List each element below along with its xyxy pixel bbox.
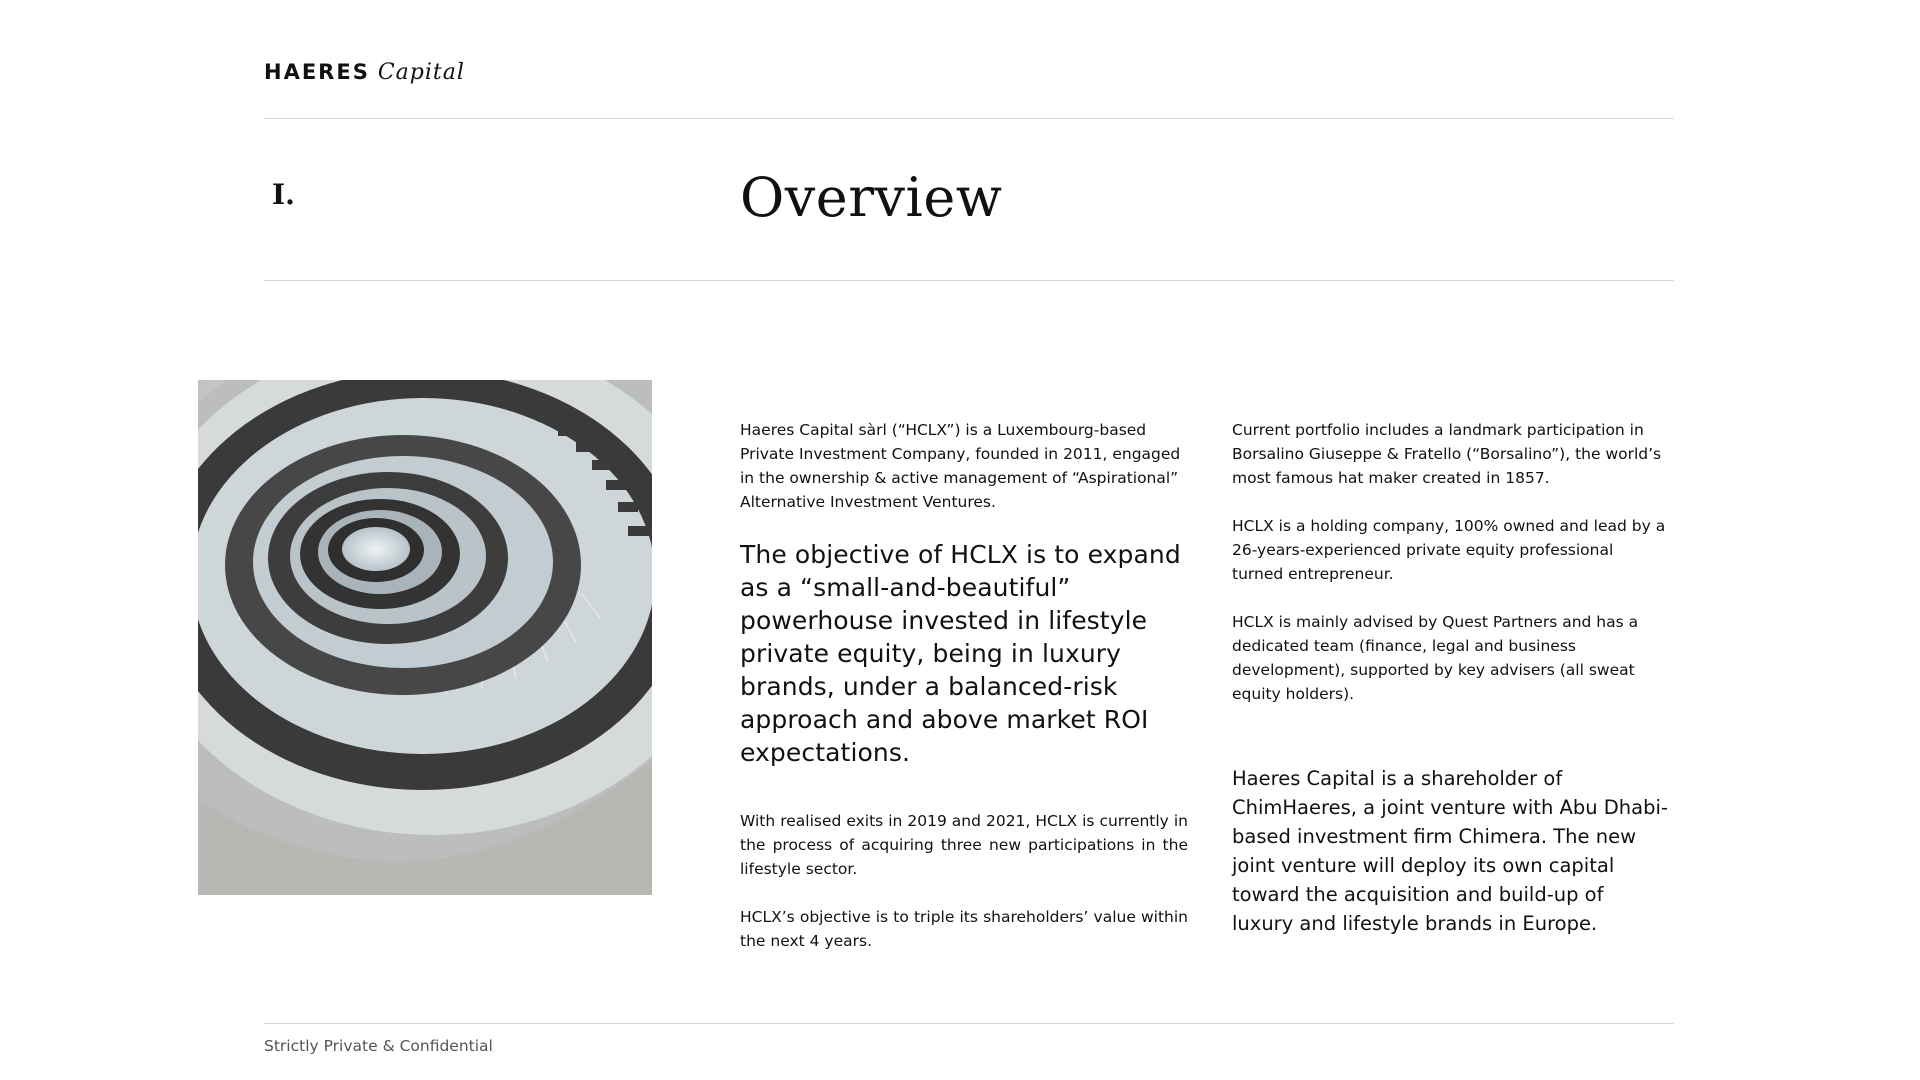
logo-wordmark: HAERES — [264, 60, 370, 84]
exits-paragraph: With realised exits in 2019 and 2021, HCLX is currently in the process of acquiring three new participations in the lifestyle sector. — [740, 812, 1188, 878]
portfolio-paragraph: Current portfolio includes a landmark participation in Borsalino Giuseppe & Fratello (“Borsalino”), the world’s most famous hat maker created in 1857. — [1232, 421, 1662, 487]
page-title: Overview — [740, 166, 1003, 229]
title-divider — [264, 280, 1674, 281]
left-text-column — [740, 418, 1188, 953]
section-number: I. — [272, 178, 295, 211]
confidential-notice: Strictly Private & Confidential — [264, 1037, 493, 1055]
company-logo — [264, 60, 465, 92]
triple-value-paragraph: HCLX’s objective is to triple its shareholders’ value within the next 4 years. — [740, 908, 1188, 950]
header-divider — [264, 118, 1674, 119]
advised-paragraph: HCLX is mainly advised by Quest Partners and has a dedicated team (finance, legal and business development), supported by key advisers (all sweat equity holders). — [1232, 613, 1639, 703]
chimhaeres-paragraph: Haeres Capital is a shareholder of ChimHaeres, a joint venture with Abu Dhabi-based investment firm Chimera. The new joint venture will deploy its own capital toward the acquisition and build-up of luxury and lifestyle brands in Europe. — [1232, 767, 1668, 935]
spiral-staircase-photo — [198, 380, 652, 895]
footer-divider — [264, 1023, 1674, 1024]
objective-statement: The objective of HCLX is to expand as a “small-and-beautiful” powerhouse invested in lifestyle private equity, being in luxury brands, under a balanced-risk approach and above market ROI expectations. — [740, 540, 1181, 767]
holding-paragraph: HCLX is a holding company, 100% owned and lead by a 26-years-experienced private equity professional turned entrepreneur. — [1232, 517, 1666, 583]
logo-subtitle: Capital — [377, 60, 465, 85]
right-text-column — [1232, 418, 1668, 938]
intro-paragraph: Haeres Capital sàrl (“HCLX”) is a Luxembourg-based Private Investment Company, founded in 2011, engaged in the ownership & active management of “Aspirational” Alternative Investment Ventures. — [740, 421, 1181, 511]
